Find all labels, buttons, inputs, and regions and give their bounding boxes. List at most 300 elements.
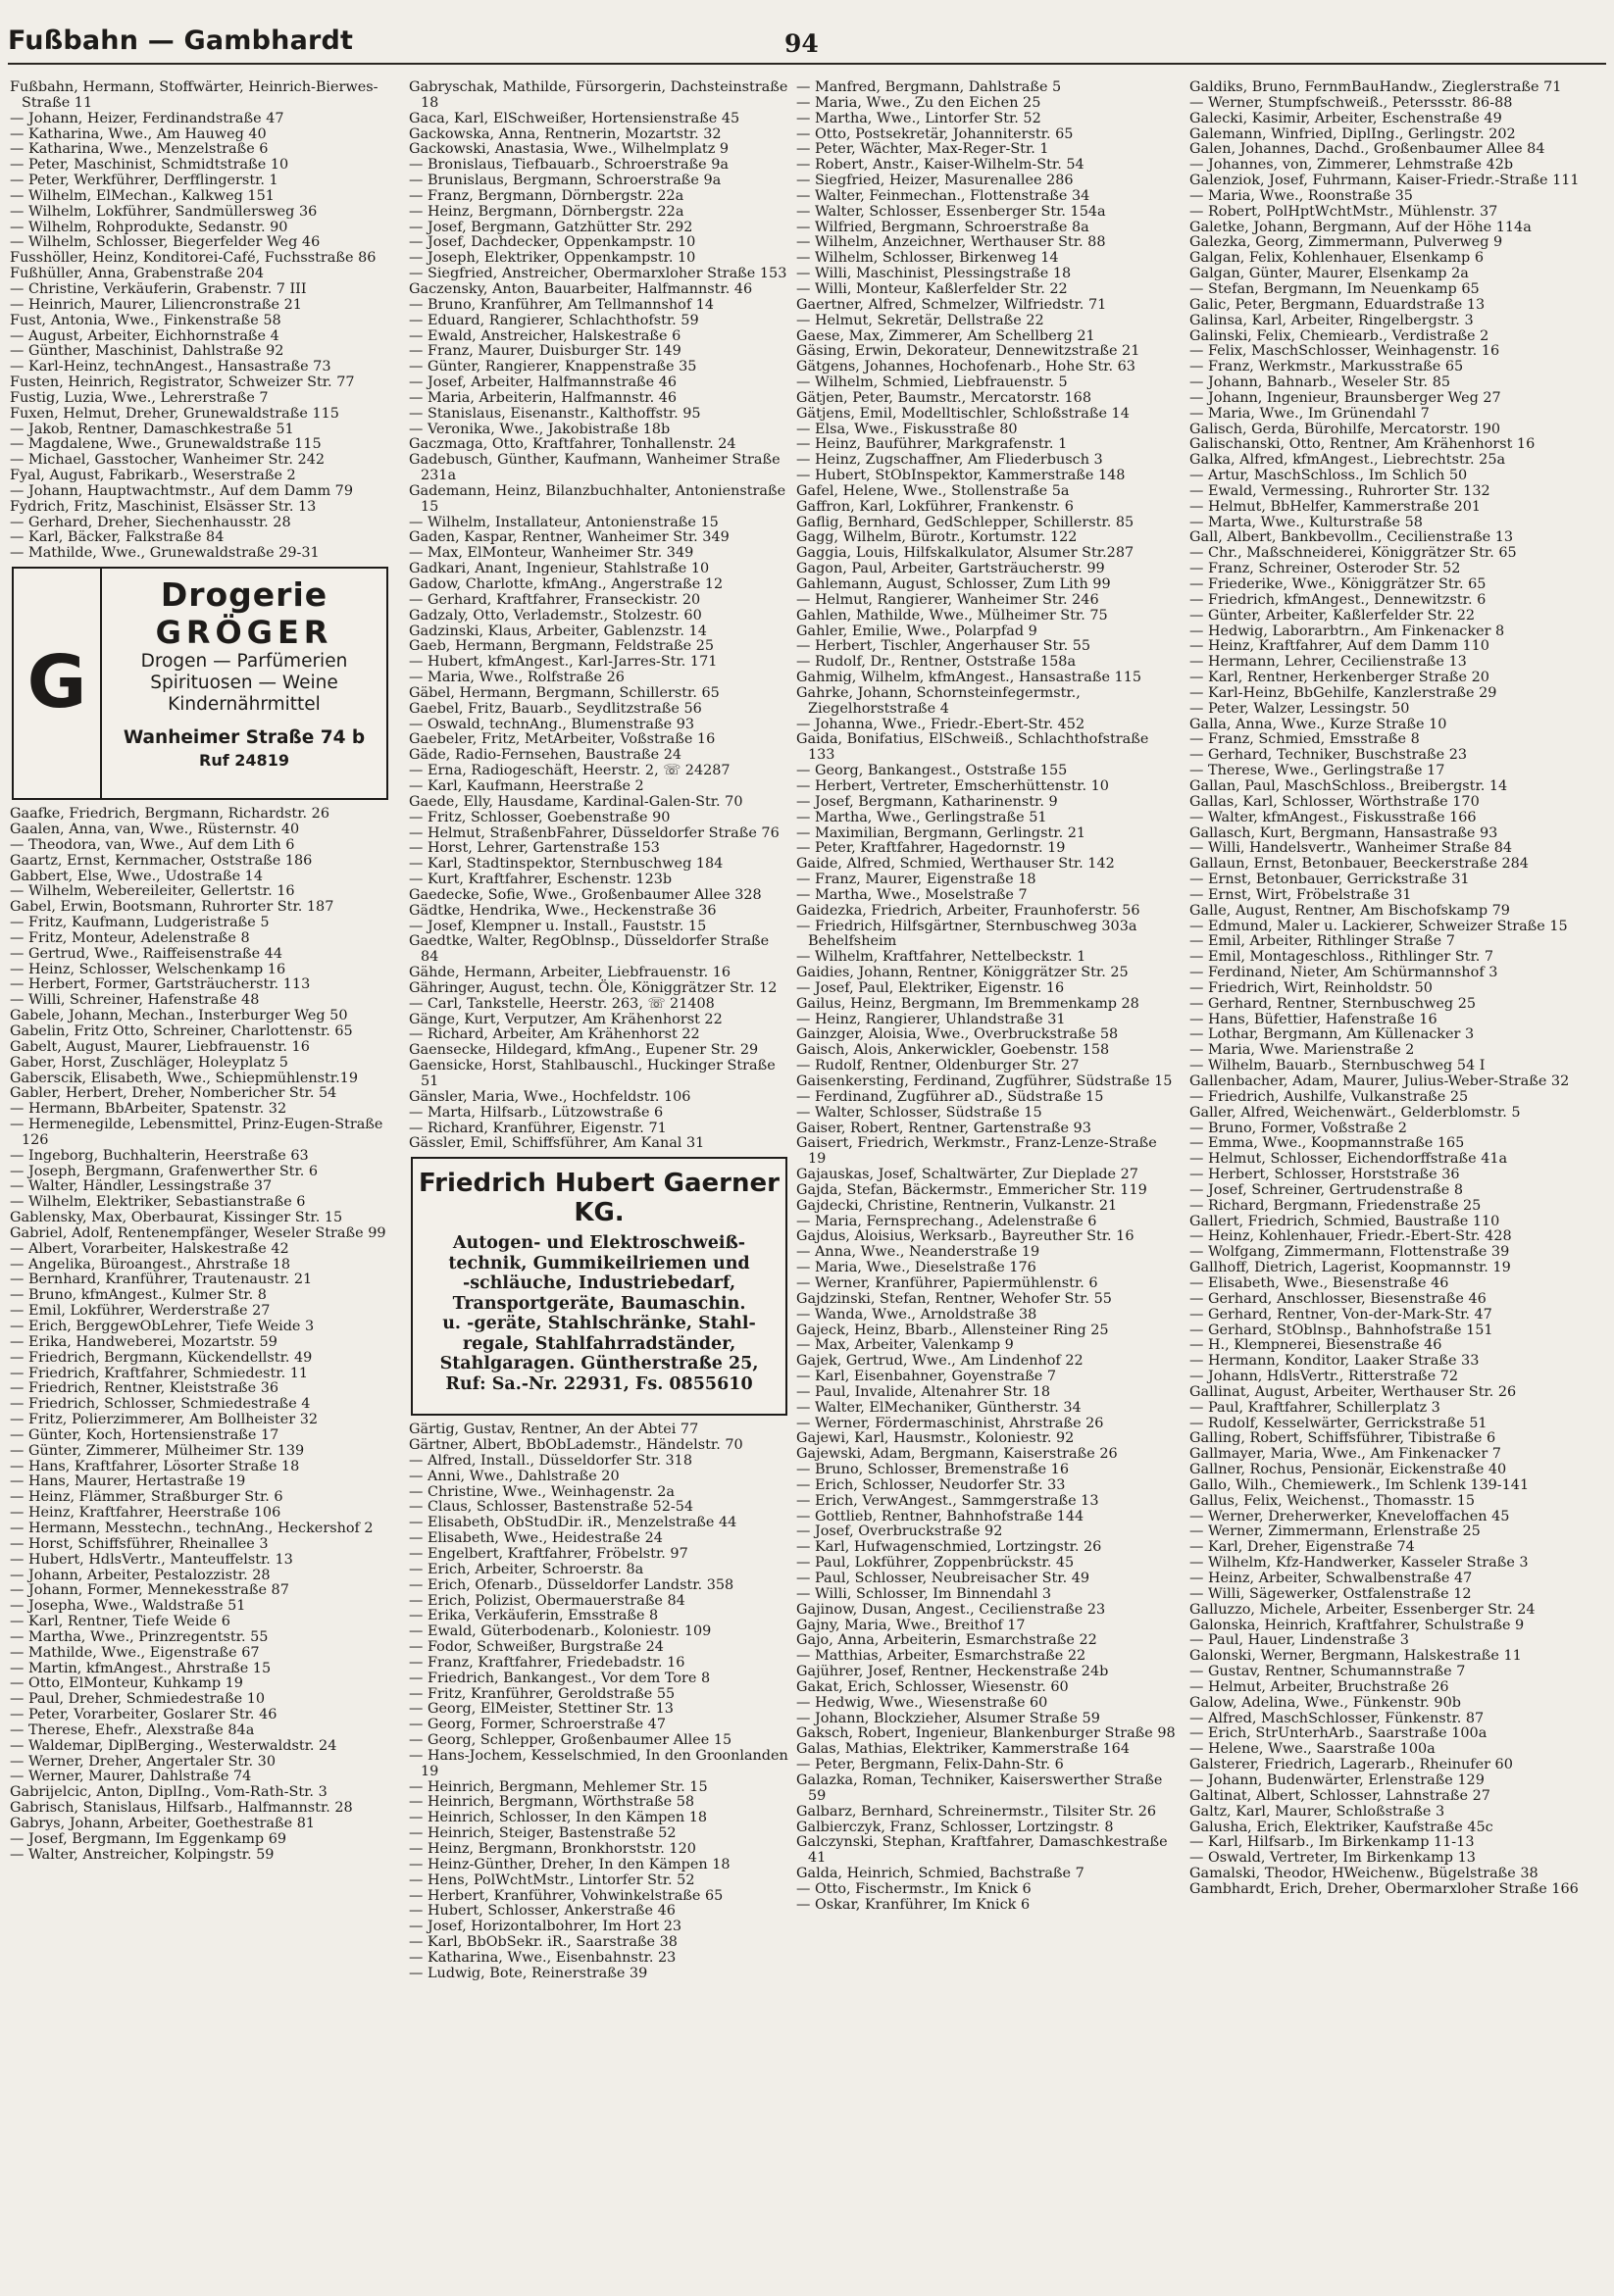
directory-entry: — Ewald, Anstreicher, Halskestraße 6 xyxy=(409,327,681,344)
directory-entry: Gaebeler, Fritz, MetArbeiter, Voßstraße 16 xyxy=(409,731,716,748)
directory-entry: — Ferdinand, Nieter, Am Schürmannshof 3 xyxy=(1189,965,1498,981)
directory-entry: — Katharina, Wwe., Menzelstraße 6 xyxy=(10,141,269,158)
directory-entry: — Mathilde, Wwe., Grunewaldstraße 29-31 xyxy=(10,545,320,562)
directory-entry: — Heinz-Günther, Dreher, In den Kämpen 18 xyxy=(409,1856,731,1872)
directory-entry: — Franz, Schreiner, Osteroder Str. 52 xyxy=(1189,561,1461,577)
directory-entry: — August, Arbeiter, Eichhornstraße 4 xyxy=(10,327,279,344)
directory-entry: Gagg, Wilhelm, Bürotr., Kortumstr. 122 xyxy=(796,529,1078,546)
directory-entry: Gaczmaga, Otto, Kraftfahrer, Tonhallenstr. 24 xyxy=(409,436,736,453)
directory-entry: — Emil, Montageschloss., Rithlinger Str. 7 xyxy=(1189,949,1494,966)
directory-entry: — Paul, Dreher, Schmiedestraße 10 xyxy=(10,1691,266,1708)
directory-entry: Gadzinski, Klaus, Arbeiter, Gablenzstr. 14 xyxy=(409,623,707,639)
directory-entry: Galsterer, Friedrich, Lagerarb., Rheinufer 60 xyxy=(1189,1757,1513,1773)
directory-entry: — Richard, Kranführer, Eigenstr. 71 xyxy=(409,1120,667,1136)
directory-entry: Gaidies, Johann, Rentner, Königgrätzer Str. 25 xyxy=(796,965,1129,981)
directory-entry: Gässler, Emil, Schiffsführer, Am Kanal 31 xyxy=(409,1135,705,1152)
directory-entry: Gaksch, Robert, Ingenieur, Blankenburger Straße 98 xyxy=(796,1725,1176,1742)
directory-entry: — Max, Arbeiter, Valenkamp 9 xyxy=(796,1337,1014,1354)
directory-entry: Galbarz, Bernhard, Schreinermstr., Tilsiter Str. 26 xyxy=(796,1803,1157,1820)
directory-entry: Gahlemann, August, Schlosser, Zum Lith 99 xyxy=(796,576,1111,592)
directory-entry: — Fritz, Kaufmann, Ludgeristraße 5 xyxy=(10,915,270,931)
directory-column-2 xyxy=(409,80,789,2292)
directory-entry: Gadkari, Anant, Ingenieur, Stahlstraße 10 xyxy=(409,561,710,577)
directory-entry: — Helmut, Arbeiter, Bruchstraße 26 xyxy=(1189,1678,1449,1695)
directory-entry: — Hermann, Konditor, Laaker Straße 33 xyxy=(1189,1353,1480,1370)
directory-entry: — Hans, Büfettier, Hafenstraße 16 xyxy=(1189,1011,1437,1027)
ad-line: Kindernährmittel xyxy=(168,694,321,716)
directory-entry: — Franz, Kraftfahrer, Friedebadstr. 16 xyxy=(409,1654,685,1671)
directory-entry: Gaden, Kaspar, Rentner, Wanheimer Str. 349 xyxy=(409,529,730,546)
directory-entry: — H., Klempnerei, Biesenstraße 46 xyxy=(1189,1337,1442,1354)
directory-entry: Gajinow, Dusan, Angest., Cecilienstraße 23 xyxy=(796,1601,1106,1618)
directory-entry: Galle, August, Rentner, Am Bischofskamp 79 xyxy=(1189,902,1510,919)
directory-entry: Fusshöller, Heinz, Konditorei-Café, Fuchsstraße 86 xyxy=(10,250,377,267)
directory-entry: — Engelbert, Kraftfahrer, Fröbelstr. 97 xyxy=(409,1545,688,1562)
directory-entry: — Johann, Hauptwachtmstr., Auf dem Damm 79 xyxy=(10,482,353,499)
ad-line: regale, Stahlfahrradständer, xyxy=(462,1333,736,1354)
directory-entry: Gakat, Erich, Schlosser, Wiesenstr. 60 xyxy=(796,1678,1069,1695)
ad-address: Wanheimer Straße 74 b xyxy=(123,727,366,749)
directory-entry: — Erna, Radiogeschäft, Heerstr. 2, ☏ 24287 xyxy=(409,763,731,779)
directory-entry: Gaide, Alfred, Schmied, Werthauser Str. 142 xyxy=(796,856,1115,873)
directory-entry: — Anna, Wwe., Neanderstraße 19 xyxy=(796,1244,1040,1261)
directory-entry: — Peter, Werkführer, Derfflingerstr. 1 xyxy=(10,173,278,189)
directory-entry: Gaensecke, Hildegard, kfmAng., Eupener Str. 29 xyxy=(409,1042,759,1059)
directory-entry: Gademann, Heinz, Bilanzbuchhalter, Antonienstraße 15 xyxy=(409,482,786,515)
directory-entry: Gaidezka, Friedrich, Arbeiter, Fraunhoferstr. 56 xyxy=(796,902,1140,919)
directory-entry: Gajdus, Aloisius, Werksarb., Bayreuther Str. 16 xyxy=(796,1228,1135,1245)
ad-line: Autogen- und Elektroschweiß- xyxy=(452,1233,746,1254)
directory-entry: — Max, ElMonteur, Wanheimer Str. 349 xyxy=(409,545,694,562)
directory-entry: — Otto, Postsekretär, Johanniterstr. 65 xyxy=(796,125,1074,142)
directory-entry: Gaiser, Robert, Rentner, Gartenstraße 93 xyxy=(796,1120,1091,1136)
directory-entry: Gainzger, Aloisia, Wwe., Overbruckstraße 58 xyxy=(796,1026,1119,1043)
directory-entry: Gaensicke, Horst, Stahlbauschl., Huckinger Straße 51 xyxy=(409,1058,776,1089)
directory-entry: — Martha, Wwe., Prinzregentstr. 55 xyxy=(10,1628,269,1645)
directory-entry: — Michael, Gasstocher, Wanheimer Str. 242 xyxy=(10,452,326,469)
directory-entry: Gäsing, Erwin, Dekorateur, Dennewitzstraße 21 xyxy=(796,343,1140,360)
directory-entry: — Friedrich, kfmAngest., Dennewitzstr. 6 xyxy=(1189,591,1487,608)
directory-entry: — Chr., Maßschneiderei, Königgrätzer Str. 65 xyxy=(1189,545,1517,562)
ad-title: Drogerie xyxy=(160,575,328,615)
directory-entry: Fust, Antonia, Wwe., Finkenstraße 58 xyxy=(10,312,281,328)
directory-entry: — Joseph, Elektriker, Oppenkampstr. 10 xyxy=(409,250,696,267)
directory-entry: — Werner, Stumpfschweiß., Peterssstr. 86-88 xyxy=(1189,94,1513,111)
directory-entry: — Werner, Kranführer, Papiermühlenstr. 6 xyxy=(796,1274,1098,1291)
directory-entry: — Franz, Bergmann, Dörnbergstr. 22a xyxy=(409,187,684,204)
directory-entry: — Ingeborg, Buchhalterin, Heerstraße 63 xyxy=(10,1147,309,1164)
directory-entry: — Hubert, kfmAngest., Karl-Jarres-Str. 171 xyxy=(409,654,718,671)
directory-entry: Gaedecke, Sofie, Wwe., Großenbaumer Allee 328 xyxy=(409,886,762,903)
directory-entry: Gabrys, Johann, Arbeiter, Goethestraße 81 xyxy=(10,1816,316,1831)
page-number: 94 xyxy=(784,29,819,58)
directory-entry: — Karl, Bäcker, Falkstraße 84 xyxy=(10,529,225,546)
directory-entry: — Walter, ElMechaniker, Güntherstr. 34 xyxy=(796,1399,1082,1416)
directory-entry: Gabelt, August, Maurer, Liebfrauenstr. 16 xyxy=(10,1038,310,1055)
directory-entry: — Martha, Wwe., Lintorfer Str. 52 xyxy=(796,110,1041,126)
directory-entry: — Carl, Tankstelle, Heerstr. 263, ☏ 21408 xyxy=(409,995,715,1012)
ad-phone: Ruf 24819 xyxy=(199,751,289,771)
directory-entry: — Friedrich, Hilfsgärtner, Sternbuschweg 303a Behelfsheim xyxy=(796,918,1137,950)
directory-entry: — Maria, Wwe., Zu den Eichen 25 xyxy=(796,94,1041,111)
ad-line: Drogen — Parfümerien xyxy=(140,651,348,673)
directory-entry: — Kurt, Kraftfahrer, Eschenstr. 123b xyxy=(409,872,673,888)
directory-entry: Gärtig, Gustav, Rentner, An der Abtei 77 xyxy=(409,1422,699,1438)
directory-entry: — Wolfgang, Zimmermann, Flottenstraße 39 xyxy=(1189,1244,1510,1261)
directory-entry: — Marta, Wwe., Kulturstraße 58 xyxy=(1189,514,1423,530)
directory-entry: — Richard, Arbeiter, Am Krähenhorst 22 xyxy=(409,1026,700,1043)
directory-entry: — Hedwig, Wwe., Wiesenstraße 60 xyxy=(796,1694,1048,1711)
directory-entry: Gajdzinski, Stefan, Rentner, Wehofer Str. 55 xyxy=(796,1290,1112,1307)
directory-entry: — Fritz, Schlosser, Goebenstraße 90 xyxy=(409,809,671,825)
directory-entry: — Wilhelm, Schmied, Liebfrauenstr. 5 xyxy=(796,374,1068,391)
directory-entry: Gaberscik, Elisabeth, Wwe., Schiepmühlenstr.19 xyxy=(10,1070,358,1086)
directory-entry: — Walter, Schlosser, Südstraße 15 xyxy=(796,1104,1042,1121)
directory-entry: Gajny, Maria, Wwe., Breithof 17 xyxy=(796,1617,1026,1633)
directory-entry: — Helene, Wwe., Saarstraße 100a xyxy=(1189,1741,1436,1758)
directory-entry: — Karl, Hufwagenschmied, Lortzingstr. 26 xyxy=(796,1539,1102,1556)
directory-entry: — Maria, Wwe., Im Grünendahl 7 xyxy=(1189,405,1430,422)
directory-entry: — Friedrich, Schlosser, Schmiedestraße 4 xyxy=(10,1396,311,1413)
directory-entry: — Georg, Schlepper, Großenbaumer Allee 15 xyxy=(409,1732,732,1749)
directory-entry: — Josef, Bergmann, Gatzhütter Str. 292 xyxy=(409,219,693,235)
directory-entry: — Walter, Schlosser, Essenberger Str. 154a xyxy=(796,203,1106,220)
directory-entry: Galen, Johannes, Dachd., Großenbaumer Allee 84 xyxy=(1189,141,1545,158)
directory-entry: Gajdecki, Christine, Rentnerin, Vulkanstr. 21 xyxy=(796,1197,1118,1214)
directory-entry: Gallus, Felix, Weichenst., Thomasstr. 15 xyxy=(1189,1492,1476,1509)
directory-entry: Gätjen, Peter, Baumstr., Mercatorstr. 168 xyxy=(796,389,1091,406)
directory-entry: — Oswald, Vertreter, Im Birkenkamp 13 xyxy=(1189,1850,1476,1867)
directory-entry: — Johann, Ingenieur, Braunsberger Weg 27 xyxy=(1189,389,1501,406)
directory-entry: Gallo, Wilh., Chemiewerk., Im Schlenk 139-141 xyxy=(1189,1476,1530,1493)
directory-entry: Gajührer, Josef, Rentner, Heckenstraße 24b xyxy=(796,1664,1109,1680)
directory-entry: — Erich, BerggewObLehrer, Tiefe Weide 3 xyxy=(10,1319,315,1334)
directory-entry: Gaeb, Hermann, Bergmann, Feldstraße 25 xyxy=(409,638,715,655)
directory-entry: — Walter, kfmAngest., Fiskusstraße 166 xyxy=(1189,809,1477,825)
directory-entry: — Hubert, HdlsVertr., Manteuffelstr. 13 xyxy=(10,1551,293,1568)
directory-entry: — Wanda, Wwe., Arnoldstraße 38 xyxy=(796,1306,1037,1323)
directory-entry: — Gerhard, Kraftfahrer, Franseckistr. 20 xyxy=(409,591,701,608)
directory-entry: — Bruno, kfmAngest., Kulmer Str. 8 xyxy=(10,1287,267,1304)
directory-entry: Gabriel, Adolf, Rentenempfänger, Weseler Straße 99 xyxy=(10,1224,386,1241)
directory-entry: — Elisabeth, ObStudDir. iR., Menzelstraße 44 xyxy=(409,1515,737,1531)
directory-entry: — Friederike, Wwe., Königgrätzer Str. 65 xyxy=(1189,576,1487,592)
directory-entry: Galemann, Winfried, DiplIng., Gerlingstr. 202 xyxy=(1189,125,1516,142)
directory-entry: — Johann, Heizer, Ferdinandstraße 47 xyxy=(10,110,284,126)
directory-entry: Gänsler, Maria, Wwe., Hochfeldstr. 106 xyxy=(409,1088,691,1105)
directory-entry: — Alfred, MaschSchlosser, Fünkenstr. 87 xyxy=(1189,1710,1485,1726)
directory-entry: — Friedrich, Aushilfe, Vulkanstraße 25 xyxy=(1189,1088,1469,1105)
directory-entry: Galtz, Karl, Maurer, Schloßstraße 3 xyxy=(1189,1803,1445,1820)
directory-entry: Gahmig, Wilhelm, kfmAngest., Hansastraße 115 xyxy=(796,670,1142,686)
directory-entry: Gaisenkersting, Ferdinand, Zugführer, Südstraße 15 xyxy=(796,1073,1173,1089)
directory-entry: — Elisabeth, Wwe., Biesenstraße 46 xyxy=(1189,1274,1449,1291)
directory-entry: — Günther, Maschinist, Dahlstraße 92 xyxy=(10,343,284,360)
directory-entry: Gabryschak, Mathilde, Fürsorgerin, Dachsteinstraße 18 xyxy=(409,80,788,111)
directory-entry: — Peter, Walzer, Lessingstr. 50 xyxy=(1189,700,1410,717)
directory-entry: Galow, Adelina, Wwe., Fünkenstr. 90b xyxy=(1189,1694,1461,1711)
directory-column-4 xyxy=(1189,80,1606,2292)
directory-entry: — Martha, Wwe., Gerlingstraße 51 xyxy=(796,809,1047,825)
directory-entry: Gabbert, Else, Wwe., Udostraße 14 xyxy=(10,868,263,884)
directory-entry: — Christine, Wwe., Weinhagenstr. 2a xyxy=(409,1483,675,1500)
ad-title: Friedrich Hubert Gaerner xyxy=(419,1169,780,1199)
directory-entry: — Heinz, Kraftfahrer, Heerstraße 106 xyxy=(10,1505,281,1522)
directory-entry: Gadebusch, Günther, Kaufmann, Wanheimer Straße 231a xyxy=(409,452,781,484)
directory-entry: — Jakob, Rentner, Damaschkestraße 51 xyxy=(10,421,294,437)
directory-entry: — Josef, Klempner u. Install., Fauststr. 15 xyxy=(409,918,707,934)
directory-entry: Gambhardt, Erich, Dreher, Obermarxloher Straße 166 xyxy=(1189,1880,1579,1897)
directory-entry: — Günter, Zimmerer, Mülheimer Str. 139 xyxy=(10,1442,305,1459)
directory-entry: — Fritz, Polierzimmerer, Am Bollheister 32 xyxy=(10,1412,319,1428)
directory-entry: Galic, Peter, Bergmann, Eduardstraße 13 xyxy=(1189,296,1486,313)
directory-entry: — Johann, Arbeiter, Pestalozzistr. 28 xyxy=(10,1567,271,1583)
directory-entry: — Claus, Schlosser, Bastenstraße 52-54 xyxy=(409,1499,694,1516)
directory-entry: — Martin, kfmAngest., Ahrstraße 15 xyxy=(10,1660,272,1676)
directory-entry: — Hans-Jochem, Kesselschmied, In den Groonlanden 19 xyxy=(409,1747,788,1779)
directory-entry: — Hermann, Lehrer, Cecilienstraße 13 xyxy=(1189,654,1467,671)
directory-entry: Gaalen, Anna, van, Wwe., Rüsternstr. 40 xyxy=(10,822,300,837)
directory-entry: Gaese, Max, Zimmerer, Am Schellberg 21 xyxy=(796,327,1095,344)
directory-entry: — Heinrich, Schlosser, In den Kämpen 18 xyxy=(409,1810,708,1826)
directory-entry: — Peter, Bergmann, Felix-Dahn-Str. 6 xyxy=(796,1757,1064,1773)
directory-entry: — Bruno, Schlosser, Bremenstraße 16 xyxy=(796,1462,1069,1478)
ad-line: Spirituosen — Weine xyxy=(150,673,338,694)
directory-entry: Gabelin, Fritz Otto, Schreiner, Charlottenstr. 65 xyxy=(10,1023,353,1039)
directory-entry: Gallenbacher, Adam, Maurer, Julius-Weber-Straße 32 xyxy=(1189,1073,1570,1089)
directory-entry: Gaggia, Louis, Hilfskalkulator, Alsumer Str.287 xyxy=(796,545,1135,562)
directory-entry: — Gerhard, Techniker, Buschstraße 23 xyxy=(1189,747,1468,764)
directory-entry: — Wilhelm, Kraftfahrer, Nettelbeckstr. 1 xyxy=(796,949,1086,966)
directory-entry: Gamalski, Theodor, HWeichenw., Bügelstraße 38 xyxy=(1189,1866,1538,1882)
directory-entry: — Elsa, Wwe., Fiskusstraße 80 xyxy=(796,421,1018,437)
directory-entry: — Martha, Wwe., Moselstraße 7 xyxy=(796,886,1028,903)
directory-entry: Galisch, Gerda, Bürohilfe, Mercatorstr. 190 xyxy=(1189,421,1501,437)
directory-entry: Gajewi, Karl, Hausmstr., Koloniestr. 92 xyxy=(796,1430,1075,1447)
ad-initial-letter: G xyxy=(14,569,102,798)
directory-entry: — Werner, Dreher, Angertaler Str. 30 xyxy=(10,1753,276,1770)
directory-entry: — Gerhard, Rentner, Sternbuschweg 25 xyxy=(1189,995,1477,1012)
directory-entry: Gätgens, Johannes, Hochofenarb., Hohe Str. 63 xyxy=(796,359,1135,375)
directory-entry: — Angelika, Büroangest., Ahrstraße 18 xyxy=(10,1256,291,1273)
directory-entry: Galgan, Günter, Maurer, Elsenkamp 2a xyxy=(1189,266,1469,282)
directory-entry: — Willi, Monteur, Kaßlerfelder Str. 22 xyxy=(796,280,1068,297)
directory-entry: — Rudolf, Kesselwärter, Gerrickstraße 51 xyxy=(1189,1415,1488,1431)
directory-entry: Gaber, Horst, Zuschläger, Holeyplatz 5 xyxy=(10,1054,288,1071)
directory-entry: — Emil, Lokführer, Werderstraße 27 xyxy=(10,1303,271,1320)
directory-entry: — Bernhard, Kranführer, Trautenaustr. 21 xyxy=(10,1272,313,1288)
directory-entry: — Hubert, Schlosser, Ankerstraße 46 xyxy=(409,1903,676,1920)
directory-entry: Gajek, Gertrud, Wwe., Am Lindenhof 22 xyxy=(796,1353,1084,1370)
directory-entry: Galgan, Felix, Kohlenhauer, Elsenkamp 6 xyxy=(1189,250,1484,267)
ad-line: technik, Gummikeilriemen und xyxy=(448,1253,750,1273)
directory-entry: — Maria, Arbeiterin, Halfmannstr. 46 xyxy=(409,389,678,406)
directory-entry: — Karl, BbObSekr. iR., Saarstraße 38 xyxy=(409,1934,678,1951)
directory-entry: — Josepha, Wwe., Waldstraße 51 xyxy=(10,1598,246,1615)
directory-entry: Gallmayer, Maria, Wwe., Am Finkenacker 7 xyxy=(1189,1446,1501,1463)
directory-entry: — Erich, Ofenarb., Düsseldorfer Landstr. 358 xyxy=(409,1576,734,1593)
directory-entry: Gaebel, Fritz, Bauarb., Seydlitzstraße 56 xyxy=(409,700,702,717)
directory-entry: — Johannes, von, Zimmerer, Lehmstraße 42b xyxy=(1189,157,1514,174)
directory-entry: — Wilhelm, Lokführer, Sandmüllersweg 36 xyxy=(10,203,318,220)
directory-entry: — Heinz, Schlosser, Welschenkamp 16 xyxy=(10,961,286,977)
directory-entry: — Johann, HdlsVertr., Ritterstraße 72 xyxy=(1189,1369,1458,1385)
directory-entry: — Heinrich, Steiger, Bastenstraße 52 xyxy=(409,1825,677,1842)
running-head: Fußbahn — Gambhardt xyxy=(8,25,354,56)
directory-entry: — Helmut, StraßenbFahrer, Düsseldorfer Straße 76 xyxy=(409,824,780,841)
directory-entry: — Edmund, Maler u. Lackierer, Schweizer Straße 15 xyxy=(1189,918,1568,934)
directory-entry: — Stefan, Bergmann, Im Neuenkamp 65 xyxy=(1189,280,1480,297)
directory-entry: — Gertrud, Wwe., Raiffeisenstraße 44 xyxy=(10,945,282,962)
directory-entry: — Peter, Wächter, Max-Reger-Str. 1 xyxy=(796,141,1049,158)
directory-column-1 xyxy=(10,80,390,2292)
directory-entry: — Therese, Wwe., Gerlingstraße 17 xyxy=(1189,763,1445,779)
directory-entry: Gackowski, Anastasia, Wwe., Wilhelmplatz 9 xyxy=(409,141,730,158)
directory-column-3 xyxy=(796,80,1177,2292)
directory-entry: — Ewald, Güterbodenarb., Koloniestr. 109 xyxy=(409,1623,712,1640)
directory-entry: Galda, Heinrich, Schmied, Bachstraße 7 xyxy=(796,1866,1084,1882)
directory-entry: — Gerhard, Anschlosser, Biesenstraße 46 xyxy=(1189,1290,1487,1307)
directory-entry: — Peter, Kraftfahrer, Hagedornstr. 19 xyxy=(796,840,1066,857)
directory-entry: — Heinrich, Bergmann, Mehlemer Str. 15 xyxy=(409,1778,708,1795)
directory-entry: — Manfred, Bergmann, Dahlstraße 5 xyxy=(796,80,1062,95)
ad-line: -schläuche, Industriebedarf, xyxy=(462,1273,736,1294)
directory-entry: Gaedtke, Walter, RegOblnsp., Düsseldorfer Straße 84 xyxy=(409,933,770,966)
directory-entry: Gajauskas, Josef, Schaltwärter, Zur Dieplade 27 xyxy=(796,1167,1138,1183)
directory-entry: — Heinz, Flämmer, Straßburger Str. 6 xyxy=(10,1489,283,1506)
directory-entry: — Karl-Heinz, BbGehilfe, Kanzlerstraße 29 xyxy=(1189,684,1497,701)
directory-entry: — Gustav, Rentner, Schumannstraße 7 xyxy=(1189,1664,1466,1680)
gaerner-kg-ad xyxy=(411,1157,787,1416)
directory-entry: Gaertner, Alfred, Schmelzer, Wilfriedstr. 71 xyxy=(796,296,1107,313)
directory-entry: — Karl, Eisenbahner, Goyenstraße 7 xyxy=(796,1369,1057,1385)
directory-entry: Galbierczyk, Franz, Schlosser, Lortzingstr. 8 xyxy=(796,1819,1114,1835)
directory-entry: — Eduard, Rangierer, Schlachthofstr. 59 xyxy=(409,312,699,328)
directory-entry: — Helmut, BbHelfer, Kammerstraße 201 xyxy=(1189,498,1482,515)
directory-entry: Fußhüller, Anna, Grabenstraße 204 xyxy=(10,266,264,282)
directory-entry: — Josef, Overbruckstraße 92 xyxy=(796,1523,1003,1540)
directory-entry: — Karl, Rentner, Tiefe Weide 6 xyxy=(10,1614,230,1630)
directory-entry: — Wilhelm, Schlosser, Birkenweg 14 xyxy=(796,250,1059,267)
directory-entry: — Oskar, Kranführer, Im Knick 6 xyxy=(796,1896,1031,1913)
directory-entry: Gallinat, August, Arbeiter, Werthauser Str. 26 xyxy=(1189,1383,1517,1400)
directory-entry: Gänge, Kurt, Verputzer, Am Krähenhorst 22 xyxy=(409,1011,723,1027)
directory-entry: — Hermann, Messtechn., technAng., Heckershof 2 xyxy=(10,1520,374,1536)
directory-entry: Gaca, Karl, ElSchweißer, Hortensienstraße 45 xyxy=(409,110,740,126)
directory-entry: — Herbert, Tischler, Angerhauser Str. 55 xyxy=(796,638,1091,655)
directory-entry: — Johanna, Wwe., Friedr.-Ebert-Str. 452 xyxy=(796,716,1085,732)
directory-entry: Gaczensky, Anton, Bauarbeiter, Halfmannstr. 46 xyxy=(409,280,753,297)
directory-entry: — Hubert, StObInspektor, Kammerstraße 148 xyxy=(796,468,1126,484)
directory-entry: — Paul, Hauer, Lindenstraße 3 xyxy=(1189,1632,1409,1649)
directory-entry: — Heinz, Bergmann, Dörnbergstr. 22a xyxy=(409,203,684,220)
directory-entry: Gähde, Hermann, Arbeiter, Liebfrauenstr. 16 xyxy=(409,965,731,981)
directory-entry: Gabrijelcic, Anton, DiplIng., Vom-Rath-Str. 3 xyxy=(10,1784,328,1801)
directory-entry: — Paul, Schlosser, Neubreisacher Str. 49 xyxy=(796,1571,1090,1586)
directory-entry: — Wilhelm, Elektriker, Sebastianstraße 6 xyxy=(10,1194,306,1211)
directory-entry: — Siegfried, Heizer, Masurenallee 286 xyxy=(796,173,1074,189)
directory-entry: — Wilhelm, Webereileiter, Gellertstr. 16 xyxy=(10,883,295,900)
directory-entry: — Horst, Schiffsführer, Rheinallee 3 xyxy=(10,1535,269,1552)
directory-entry: Gallner, Rochus, Pensionär, Eickenstraße 40 xyxy=(1189,1462,1507,1478)
directory-entry: Gallaun, Ernst, Betonbauer, Beeckerstraße 284 xyxy=(1189,856,1529,873)
directory-entry: Gafel, Helene, Wwe., Stollenstraße 5a xyxy=(796,482,1070,499)
directory-entry: Galetke, Johann, Bergmann, Auf der Höhe 114a xyxy=(1189,219,1532,235)
directory-entry: — Willi, Schlosser, Im Binnendahl 3 xyxy=(796,1585,1052,1602)
directory-entry: — Peter, Vorarbeiter, Goslarer Str. 46 xyxy=(10,1707,277,1723)
directory-entry: — Gerhard, Dreher, Siechenhausstr. 28 xyxy=(10,514,291,530)
directory-entry: Gaisert, Friedrich, Werkmstr., Franz-Lenze-Straße 19 xyxy=(796,1135,1157,1168)
directory-entry: Gall, Albert, Bankbevollm., Cecilienstraße 13 xyxy=(1189,529,1514,546)
directory-entry: — Erich, VerwAngest., Sammgerstraße 13 xyxy=(796,1492,1099,1509)
ad-body xyxy=(102,569,386,798)
directory-entry: Gaartz, Ernst, Kernmacher, Oststraße 186 xyxy=(10,852,313,869)
directory-entry: — Maria, Wwe. Marienstraße 2 xyxy=(1189,1042,1415,1059)
directory-entry: — Günter, Rangierer, Knappenstraße 35 xyxy=(409,359,697,375)
ad-company-name: GRÖGER xyxy=(155,614,333,652)
directory-entry: Gähringer, August, techn. Öle, Königgrätzer Str. 12 xyxy=(409,979,778,996)
directory-entry: — Josef, Bergmann, Katharinenstr. 9 xyxy=(796,793,1058,810)
directory-entry: — Günter, Koch, Hortensienstraße 17 xyxy=(10,1426,279,1443)
directory-entry: Gallhoff, Dietrich, Lagerist, Koopmannstr. 19 xyxy=(1189,1260,1511,1276)
directory-entry: Gajewski, Adam, Bergmann, Kaiserstraße 26 xyxy=(796,1446,1118,1463)
directory-entry: — Stanislaus, Eisenanstr., Kalthoffstr. 95 xyxy=(409,405,701,422)
directory-entry: — Ludwig, Bote, Reinerstraße 39 xyxy=(409,1965,648,1981)
directory-entry: — Magdalene, Wwe., Grunewaldstraße 115 xyxy=(10,436,322,453)
directory-entry: — Erich, Arbeiter, Schroerstr. 8a xyxy=(409,1561,644,1577)
directory-entry: Gäde, Radio-Fernsehen, Baustraße 24 xyxy=(409,747,682,764)
directory-entry: — Paul, Kraftfahrer, Schillerplatz 3 xyxy=(1189,1399,1440,1416)
directory-entry: — Hans, Kraftfahrer, Lösorter Straße 18 xyxy=(10,1458,300,1474)
directory-entry: Gärtner, Albert, BbObLademstr., Händelstr. 70 xyxy=(409,1437,743,1454)
directory-entry: — Matthias, Arbeiter, Esmarchstraße 22 xyxy=(796,1648,1086,1665)
directory-entry: — Friedrich, Wirt, Reinholdstr. 50 xyxy=(1189,979,1433,996)
directory-entry: — Hermenegilde, Lebensmittel, Prinz-Eugen-Straße 126 xyxy=(10,1117,383,1148)
directory-entry: — Oswald, technAng., Blumenstraße 93 xyxy=(409,716,695,732)
ad-line: Transportgeräte, Baumaschin. xyxy=(452,1293,746,1314)
directory-entry: — Hermann, BbArbeiter, Spatenstr. 32 xyxy=(10,1101,287,1118)
directory-entry: — Willi, Maschinist, Plessingstraße 18 xyxy=(796,266,1072,282)
directory-entry: — Theodora, van, Wwe., Auf dem Lith 6 xyxy=(10,836,295,853)
directory-entry: — Heinz, Kohlenhauer, Friedr.-Ebert-Str. 428 xyxy=(1189,1228,1512,1245)
directory-entry: — Lothar, Bergmann, Am Küllenacker 3 xyxy=(1189,1026,1475,1043)
directory-entry: — Heinz, Arbeiter, Schwalbenstraße 47 xyxy=(1189,1571,1473,1586)
directory-entry: Galezka, Georg, Zimmermann, Pulverweg 9 xyxy=(1189,234,1503,251)
directory-entry: — Josef, Schreiner, Gertrudenstraße 8 xyxy=(1189,1181,1463,1198)
directory-entry: — Waldemar, DiplBerging., Westerwaldstr. 24 xyxy=(10,1737,337,1754)
directory-entry: Fydrich, Fritz, Maschinist, Elsässer Str. 13 xyxy=(10,498,317,515)
directory-entry: — Artur, MaschSchloss., Im Schlich 50 xyxy=(1189,468,1468,484)
directory-entry: — Karl, Stadtinspektor, Sternbuschweg 184 xyxy=(409,856,724,873)
directory-entry: — Bronislaus, Tiefbauarb., Schroerstraße 9a xyxy=(409,157,730,174)
directory-entry: — Werner, Fördermaschinist, Ahrstraße 26 xyxy=(796,1415,1104,1431)
directory-entry: — Maria, Wwe., Dieselstraße 176 xyxy=(796,1260,1036,1276)
directory-entry: — Wilhelm, Installateur, Antonienstraße 15 xyxy=(409,514,719,530)
directory-entry: — Gerhard, Rentner, Von-der-Mark-Str. 47 xyxy=(1189,1306,1492,1323)
directory-entry: — Franz, Maurer, Eigenstraße 18 xyxy=(796,872,1036,888)
directory-entry: — Herbert, Kranführer, Vohwinkelstraße 65 xyxy=(409,1887,724,1904)
directory-entry: Galdiks, Bruno, FernmBauHandw., Zieglerstraße 71 xyxy=(1189,80,1562,95)
directory-entry: — Ferdinand, Zugführer aD., Südstraße 15 xyxy=(796,1088,1104,1105)
directory-entry: — Therese, Ehefr., Alexstraße 84a xyxy=(10,1722,255,1738)
directory-entry: Gäbel, Hermann, Bergmann, Schillerstr. 65 xyxy=(409,684,720,701)
directory-entry: — Franz, Maurer, Duisburger Str. 149 xyxy=(409,343,681,360)
directory-entry: Galonska, Heinrich, Kraftfahrer, Schulstraße 9 xyxy=(1189,1617,1525,1633)
directory-entry: — Franz, Werkmstr., Markusstraße 65 xyxy=(1189,359,1464,375)
directory-entry: — Willi, Schreiner, Hafenstraße 48 xyxy=(10,992,260,1009)
directory-entry: — Josef, Paul, Elektriker, Eigenstr. 16 xyxy=(796,979,1065,996)
directory-entry: Gablensky, Max, Oberbaurat, Kissinger Str. 15 xyxy=(10,1210,343,1226)
